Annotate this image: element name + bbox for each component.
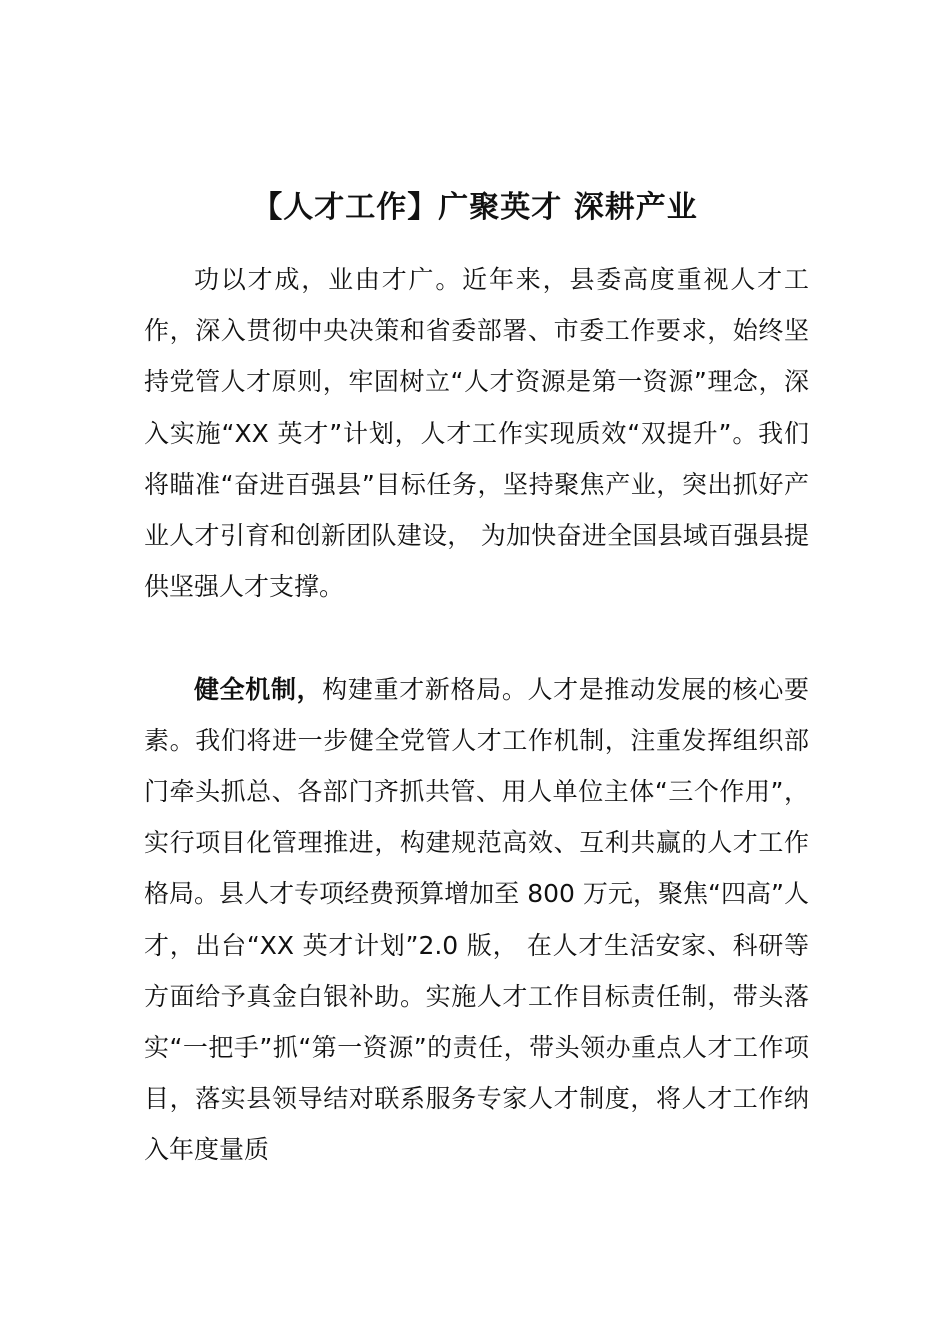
paragraph-intro-text: 功以才成，业由才广。近年来，县委高度重视人才工作，深入贯彻中央决策和省委部署、市委工作要求，始终坚持党管人才原则，牢固树立“人才资源是第一资源”理念，深入实施“XX 英才”计划，人才工作实现质效“双提升”。我们将瞄准“奋进百强县”目标任务，坚持聚焦产业，突出抓好产业人才引育和创新团队建设， 为加快奋进全国县域百强县提供坚强人才支撑。 — [144, 265, 809, 602]
paragraph-mechanism — [144, 664, 809, 1176]
document-title: 【人才工作】广聚英才 深耕产业 — [252, 190, 698, 226]
paragraph-mechanism-text: 构建重才新格局。人才是推动发展的核心要素。我们将进一步健全党管人才工作机制，注重发挥组织部门牵头抓总、各部门齐抓共管、用人单位主体“三个作用”，实行项目化管理推进，构建规范高效、互利共赢的人才工作格局。县人才专项经费预算增加至 800 万元，聚焦“四高”人才，出台“XX 英才计划”2.0 版， 在人才生活安家、科研等方面给予真金白银补助。实施人才工作目标责任制，带头落实“一把手”抓“第一资源”的责任，带头领办重点人才工作项目，落实县领导结对联系服务专家人才制度，将人才工作纳入年度量质 — [144, 674, 809, 1165]
paragraph-intro — [144, 254, 809, 612]
paragraph-mechanism-lead: 健全机制， — [194, 674, 323, 704]
document-body — [144, 254, 809, 1176]
